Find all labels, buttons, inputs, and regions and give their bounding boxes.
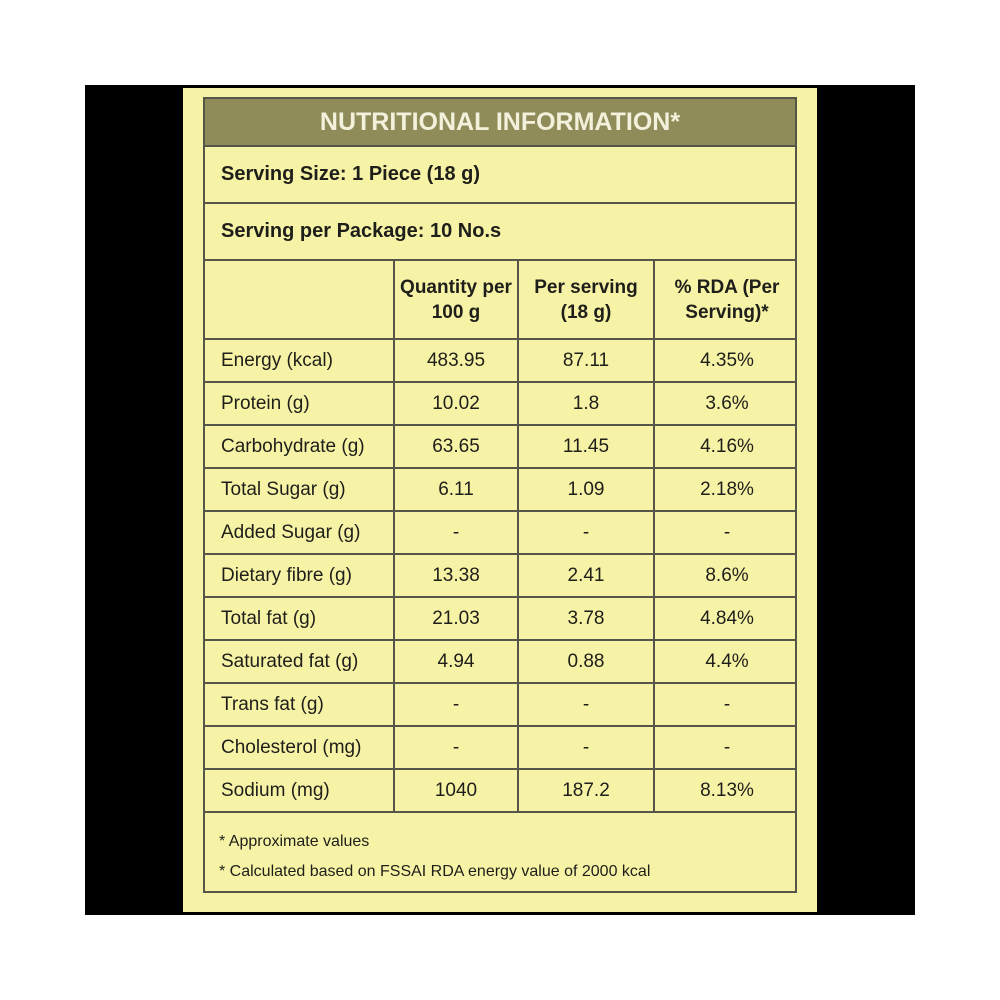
per-100g-value: 4.94 (393, 641, 517, 682)
nutrient-name: Added Sugar (g) (221, 521, 361, 543)
nutrient-name: Carbohydrate (g) (221, 435, 365, 457)
table-row (205, 383, 795, 426)
table-row (205, 426, 795, 469)
table-row (205, 641, 795, 684)
nutrient-grid (205, 259, 795, 810)
table-row (205, 512, 795, 555)
per-100g-value: - (393, 684, 517, 725)
rda-value: - (653, 684, 799, 725)
serving-size: Serving Size: 1 Piece (18 g) (205, 145, 795, 202)
nutrient-name: Energy (kcal) (221, 349, 333, 371)
table-title: NUTRITIONAL INFORMATION* (205, 99, 795, 145)
per-100g-value: 6.11 (393, 469, 517, 510)
nutrient-name: Total fat (g) (221, 607, 317, 629)
footnote-rda-basis: * Calculated based on FSSAI RDA energy value of 2000 kcal (219, 863, 651, 880)
column-header: Per serving (18 g) (517, 261, 653, 338)
per-100g-value: 63.65 (393, 426, 517, 467)
nutrient-name: Cholesterol (mg) (221, 736, 362, 758)
footnote-approximate: * Approximate values (219, 833, 370, 850)
per-serving-value: - (517, 684, 653, 725)
rda-value: 8.6% (653, 555, 799, 596)
table-row (205, 770, 795, 813)
rda-value: 4.16% (653, 426, 799, 467)
per-serving-value: - (517, 512, 653, 553)
nutrient-name: Sodium (mg) (221, 779, 330, 801)
nutrient-name: Trans fat (g) (221, 693, 324, 715)
column-header-row (205, 261, 795, 340)
table-row (205, 727, 795, 770)
footnotes (219, 827, 650, 887)
per-serving-value: 3.78 (517, 598, 653, 639)
per-100g-value: 13.38 (393, 555, 517, 596)
nutrient-name: Dietary fibre (g) (221, 564, 352, 586)
rda-value: 3.6% (653, 383, 799, 424)
column-header: % RDA (Per Serving)* (653, 261, 799, 338)
per-serving-value: 11.45 (517, 426, 653, 467)
rda-value: 8.13% (653, 770, 799, 811)
per-serving-value: 2.41 (517, 555, 653, 596)
nutrient-name: Total Sugar (g) (221, 478, 346, 500)
per-serving-value: 87.11 (517, 340, 653, 381)
per-serving-value: - (517, 727, 653, 768)
per-serving-value: 1.8 (517, 383, 653, 424)
table-row (205, 555, 795, 598)
rda-value: - (653, 512, 799, 553)
rda-value: 4.84% (653, 598, 799, 639)
per-serving-value: 1.09 (517, 469, 653, 510)
per-100g-value: 1040 (393, 770, 517, 811)
per-serving-value: 187.2 (517, 770, 653, 811)
table-row (205, 340, 795, 383)
column-header (205, 261, 393, 338)
nutrition-table (203, 97, 797, 893)
table-row (205, 684, 795, 727)
per-100g-value: 10.02 (393, 383, 517, 424)
rda-value: - (653, 727, 799, 768)
per-100g-value: - (393, 727, 517, 768)
per-100g-value: 21.03 (393, 598, 517, 639)
table-row (205, 469, 795, 512)
nutrient-name: Saturated fat (g) (221, 650, 359, 672)
nutrient-name: Protein (g) (221, 392, 310, 414)
rda-value: 2.18% (653, 469, 799, 510)
per-serving-value: 0.88 (517, 641, 653, 682)
rda-value: 4.35% (653, 340, 799, 381)
serving-per-package: Serving per Package: 10 No.s (205, 202, 795, 259)
per-100g-value: - (393, 512, 517, 553)
column-header: Quantity per 100 g (393, 261, 517, 338)
table-row (205, 598, 795, 641)
per-100g-value: 483.95 (393, 340, 517, 381)
rda-value: 4.4% (653, 641, 799, 682)
